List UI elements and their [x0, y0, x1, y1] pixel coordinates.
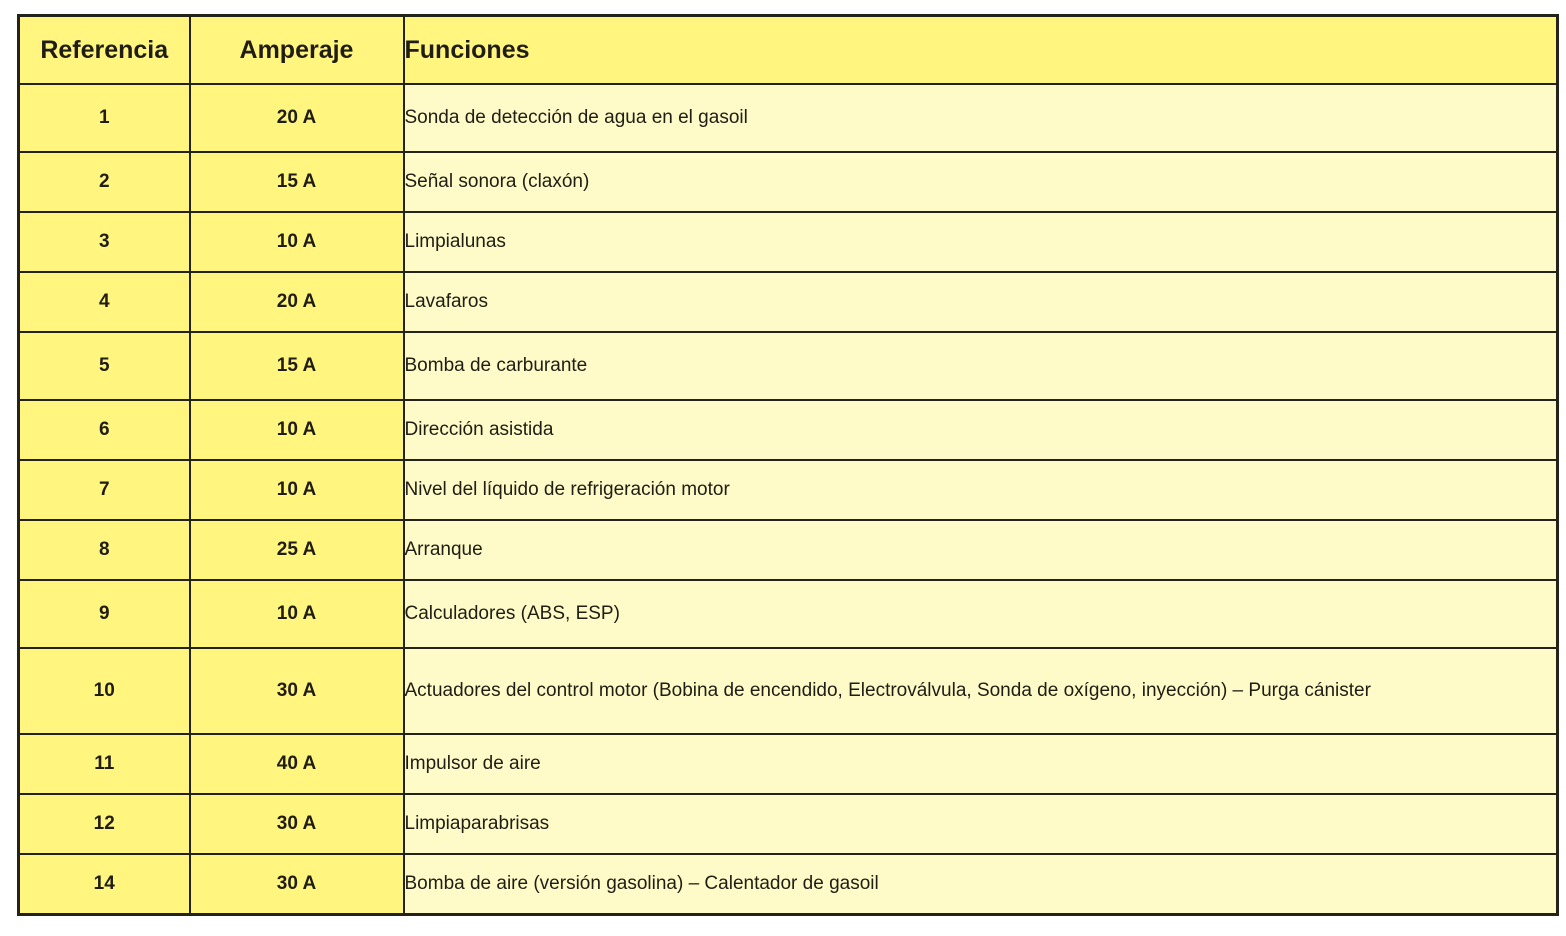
function-cell: Impulsor de aire	[404, 734, 1558, 794]
ref-cell: 2	[19, 152, 190, 212]
ref-cell: 8	[19, 520, 190, 580]
function-cell: Dirección asistida	[404, 400, 1558, 460]
amperage-cell: 25 A	[190, 520, 404, 580]
table-row	[19, 520, 1558, 580]
function-cell: Señal sonora (claxón)	[404, 152, 1558, 212]
ref-cell: 7	[19, 460, 190, 520]
table-row	[19, 152, 1558, 212]
amperage-cell: 15 A	[190, 332, 404, 400]
table-row	[19, 400, 1558, 460]
table-row	[19, 460, 1558, 520]
ref-cell: 5	[19, 332, 190, 400]
ref-cell: 3	[19, 212, 190, 272]
table-row	[19, 84, 1558, 152]
amperage-cell: 30 A	[190, 794, 404, 854]
function-cell: Bomba de aire (versión gasolina) – Calentador de gasoil	[404, 854, 1558, 914]
table-row	[19, 580, 1558, 648]
function-cell: Limpiaparabrisas	[404, 794, 1558, 854]
header-row	[19, 16, 1558, 85]
amperage-cell: 20 A	[190, 84, 404, 152]
table-row	[19, 332, 1558, 400]
amperage-cell: 30 A	[190, 854, 404, 914]
ref-cell: 10	[19, 648, 190, 734]
amperage-cell: 20 A	[190, 272, 404, 332]
ref-cell: 11	[19, 734, 190, 794]
function-cell: Sonda de detección de agua en el gasoil	[404, 84, 1558, 152]
fuse-table	[17, 14, 1559, 916]
ref-cell: 1	[19, 84, 190, 152]
function-cell: Calculadores (ABS, ESP)	[404, 580, 1558, 648]
amperage-cell: 10 A	[190, 460, 404, 520]
header-amperaje: Amperaje	[190, 16, 404, 85]
ref-cell: 6	[19, 400, 190, 460]
function-cell: Nivel del líquido de refrigeración motor	[404, 460, 1558, 520]
amperage-cell: 10 A	[190, 212, 404, 272]
function-cell: Lavafaros	[404, 272, 1558, 332]
ref-cell: 9	[19, 580, 190, 648]
table-row	[19, 648, 1558, 734]
table-row	[19, 212, 1558, 272]
ref-cell: 14	[19, 854, 190, 914]
amperage-cell: 15 A	[190, 152, 404, 212]
ref-cell: 12	[19, 794, 190, 854]
function-cell: Actuadores del control motor (Bobina de encendido, Electroválvula, Sonda de oxígeno, inyección) – Purga cánister	[404, 648, 1558, 734]
ref-cell: 4	[19, 272, 190, 332]
table-row	[19, 794, 1558, 854]
function-cell: Arranque	[404, 520, 1558, 580]
header-funciones: Funciones	[404, 16, 1558, 85]
function-cell: Bomba de carburante	[404, 332, 1558, 400]
header-referencia: Referencia	[19, 16, 190, 85]
amperage-cell: 30 A	[190, 648, 404, 734]
amperage-cell: 10 A	[190, 400, 404, 460]
amperage-cell: 40 A	[190, 734, 404, 794]
table-row	[19, 734, 1558, 794]
table-row	[19, 854, 1558, 914]
table-row	[19, 272, 1558, 332]
function-cell: Limpialunas	[404, 212, 1558, 272]
amperage-cell: 10 A	[190, 580, 404, 648]
